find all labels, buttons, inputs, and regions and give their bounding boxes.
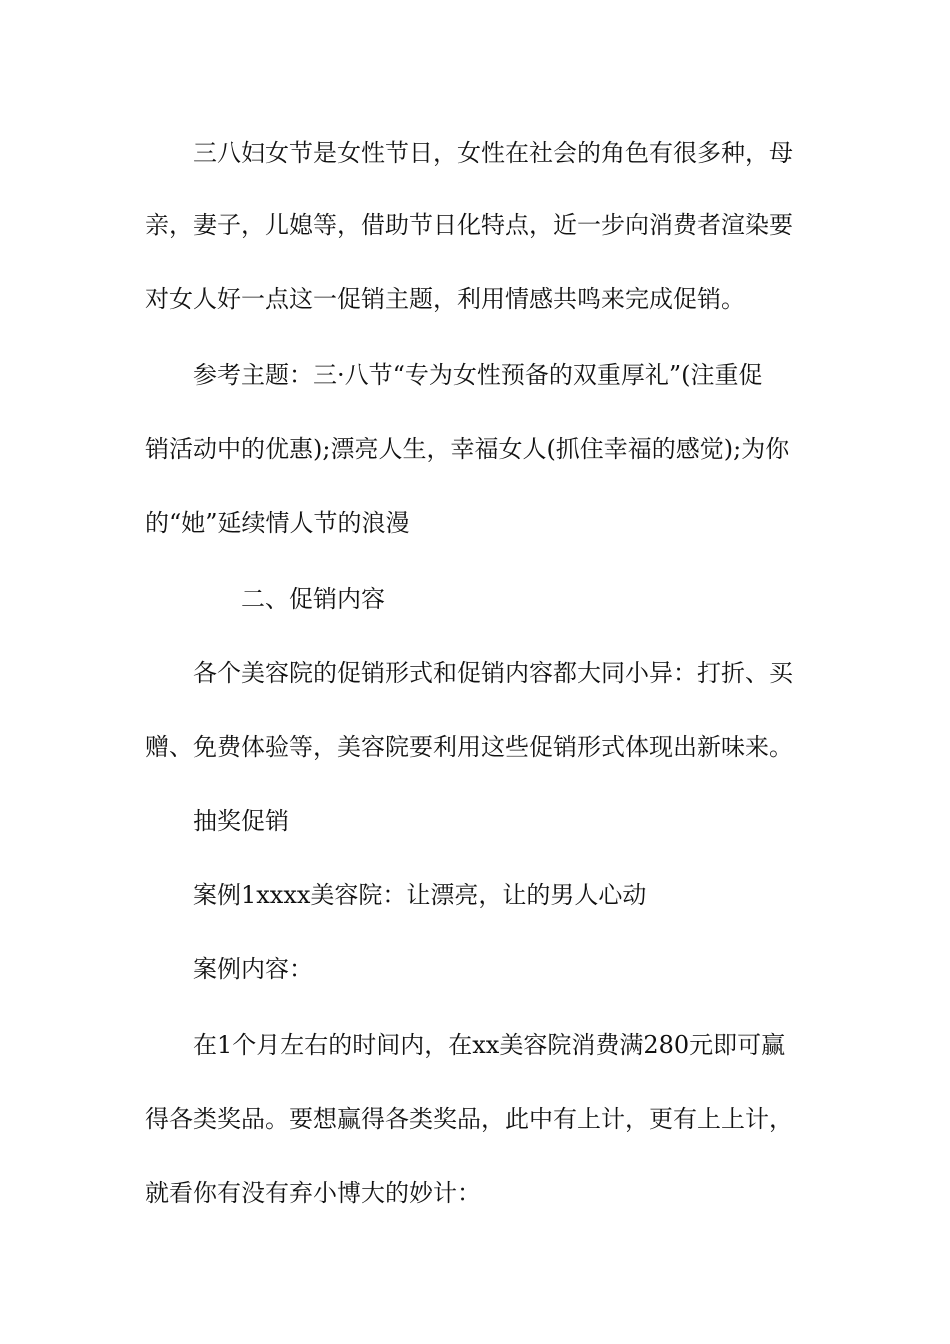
case-content-label: 案例内容： <box>193 955 313 983</box>
paragraph-4-line-2: 赠、免费体验等，美容院要利用这些促销形式体现出新味来。 <box>145 733 793 761</box>
paragraph-8-line-1: 在1个月左右的时间内，在xx美容院消费满280元即可赢 <box>193 1031 786 1059</box>
paragraph-2-line-2: 销活动中的优惠);漂亮人生，幸福女人(抓住幸福的感觉);为你 <box>145 435 790 463</box>
paragraph-4-line-1: 各个美容院的促销形式和促销内容都大同小异：打折、买 <box>193 659 793 687</box>
paragraph-8-line-2: 得各类奖品。要想赢得各类奖品，此中有上计，更有上上计， <box>145 1105 793 1133</box>
subheading-lottery: 抽奖促销 <box>193 807 289 835</box>
paragraph-1-line-3: 对女人好一点这一促销主题，利用情感共鸣来完成促销。 <box>145 285 745 313</box>
paragraph-1-line-1: 三八妇女节是女性节日，女性在社会的角色有很多种，母 <box>193 139 793 167</box>
paragraph-2-line-3: 的“她”延续情人节的浪漫 <box>145 509 410 537</box>
paragraph-8-line-3: 就看你有没有弃小博大的妙计： <box>145 1179 481 1207</box>
case-title: 案例1xxxx美容院：让漂亮，让的男人心动 <box>193 881 647 909</box>
section-heading: 二、促销内容 <box>241 585 385 613</box>
paragraph-2-line-1: 参考主题：三·八节“专为女性预备的双重厚礼”(注重促 <box>193 361 763 389</box>
paragraph-1-line-2: 亲，妻子，儿媳等，借助节日化特点，近一步向消费者渲染要 <box>145 211 793 239</box>
